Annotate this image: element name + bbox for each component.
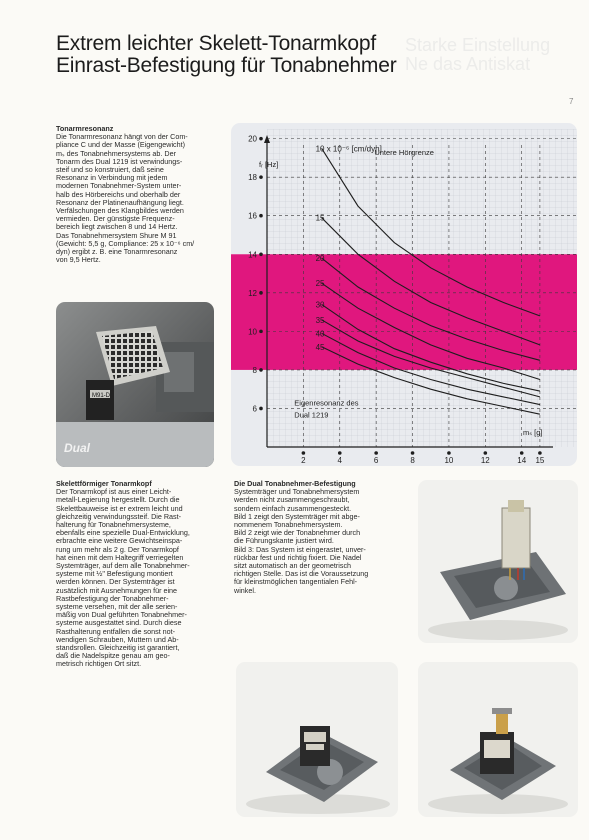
mount-section bbox=[234, 480, 412, 595]
resonance-line: modernen Tonabnehmer-System unter- bbox=[56, 181, 182, 191]
y-tick-label: 6 bbox=[252, 404, 257, 414]
mount-line: für kleinstmöglichen tangentialen Fehl- bbox=[234, 577, 358, 587]
mount-line: werden nicht zusammengeschraubt, bbox=[234, 495, 350, 505]
y-tick-dot bbox=[259, 214, 263, 218]
resonance-line: von 9,5 Hertz. bbox=[56, 255, 101, 265]
resonance-line: pliance C und der Masse (Eigengewicht) bbox=[56, 140, 186, 150]
x-tick-label: 15 bbox=[535, 456, 545, 465]
page-title bbox=[56, 33, 397, 77]
y-tick-dot bbox=[259, 330, 263, 334]
mount-body bbox=[234, 488, 412, 595]
resonance-line: steif und so konstruiert, daß seine bbox=[56, 165, 164, 175]
x-tick-dot bbox=[447, 451, 451, 455]
mount-line: Bild 2 zeigt wie der Tonabnehmer durch bbox=[234, 528, 361, 538]
y-tick-label: 18 bbox=[248, 173, 257, 183]
skeleton-line: wendigen Schrauben, Muttern und Ab- bbox=[56, 634, 179, 644]
y-tick-label: 12 bbox=[248, 288, 257, 298]
resonance-line: mₛ des Tonabnehmersystems ab. Der bbox=[56, 148, 176, 158]
y-tick-dot bbox=[259, 175, 263, 179]
skeleton-line: daß die Nadelspitze genau am geo- bbox=[56, 651, 170, 661]
resonance-line: Die Tonarmresonanz hängt von der Com- bbox=[56, 132, 188, 142]
resonance-line: halb des Hörbereichs und oberhalb der bbox=[56, 189, 181, 199]
y-tick-dot bbox=[259, 291, 263, 295]
y-tick-label: 10 bbox=[248, 327, 257, 337]
x-tick-dot bbox=[484, 451, 488, 455]
x-tick-dot bbox=[374, 451, 378, 455]
skeleton-line: hat einen mit dem Haltegriff verriegelten bbox=[56, 552, 184, 562]
resonance-line: Das Tonabnehmersystem Shure M 91 bbox=[56, 230, 177, 240]
mount-heading: Die Dual Tonabnehmer-Befestigung bbox=[234, 479, 356, 488]
resonance-line: Resonanz in Verbindung mit jedem bbox=[56, 173, 168, 183]
skeleton-heading: Skelettförmiger Tonarmkopf bbox=[56, 479, 152, 488]
y-tick-label: 14 bbox=[248, 250, 257, 260]
x-tick-label: 6 bbox=[373, 456, 379, 465]
curve-label: 35 bbox=[315, 315, 325, 325]
skeleton-line: erbrachte eine weitere Gewichtseinspa- bbox=[56, 536, 183, 546]
carrier-photo-1 bbox=[418, 480, 578, 643]
mount-line: Bild 1 zeigt den Systemträger mit abge- bbox=[234, 511, 360, 521]
resonance-line: bereich liegt zwischen 8 und 14 Hertz. bbox=[56, 222, 178, 232]
y-tick-dot bbox=[259, 252, 263, 256]
y-tick-label: 16 bbox=[248, 211, 257, 221]
y-tick-dot bbox=[259, 137, 263, 141]
carrier-photo-3 bbox=[418, 662, 578, 817]
curve-label: 25 bbox=[315, 279, 325, 289]
y-axis-label: fᵣ [Hz] bbox=[259, 160, 279, 169]
skeleton-line: standsrollen. Gleichzeitig ist garantiert, bbox=[56, 643, 180, 653]
skeleton-body bbox=[56, 488, 231, 668]
x-tick-label: 14 bbox=[517, 456, 527, 465]
y-tick-label: 8 bbox=[252, 365, 257, 375]
skeleton-line: ebenfalls eine spezielle Dual-Entwicklung, bbox=[56, 528, 190, 538]
lower-hearing-limit-label: Untere Hörgrenze bbox=[374, 148, 434, 158]
resonance-line: Resonanz der Platinenaufhängung liegt. bbox=[56, 197, 184, 207]
x-tick-label: 10 bbox=[444, 456, 454, 465]
skeleton-line: systeme ausgestattet sind. Durch diese bbox=[56, 618, 182, 628]
resonance-line: (Gewicht: 5,5 g, Compliance: 25 x 10⁻⁶ cm/ bbox=[56, 238, 195, 248]
skeleton-line: Der Tonarmkopf ist aus einer Leicht- bbox=[56, 487, 172, 497]
x-tick-dot bbox=[538, 451, 542, 455]
resonance-line: Tonarm des Dual 1219 ist verwindungs- bbox=[56, 156, 183, 166]
cartridge-label: M91-D bbox=[92, 393, 111, 399]
carrier-photo-3-illustration bbox=[418, 662, 578, 817]
mount-line: rückbar fest und richtig fixiert. Die Nadel bbox=[234, 552, 362, 562]
skeleton-line: Skelettbauweise ist er extrem leicht und bbox=[56, 503, 183, 513]
curve-label: 45 bbox=[315, 342, 325, 352]
resonance-section bbox=[56, 125, 231, 264]
resonance-body bbox=[56, 133, 231, 264]
skeleton-line: rung um mehr als 2 g. Der Tonarmkopf bbox=[56, 544, 179, 554]
mount-line: winkel. bbox=[234, 585, 256, 595]
skeleton-line: metall-Legierung hergestellt. Durch die bbox=[56, 495, 180, 505]
mount-line: Systemträger und Tonabnehmersystem bbox=[234, 487, 360, 497]
y-tick-label: 20 bbox=[248, 134, 257, 144]
x-tick-dot bbox=[302, 451, 306, 455]
resonance-line: Verfälschungen des Klangbildes werden bbox=[56, 206, 184, 216]
curve-label: 20 bbox=[315, 254, 325, 264]
resonance-chart-svg bbox=[231, 123, 577, 466]
y-tick-dot bbox=[259, 407, 263, 411]
carrier-photo-2-illustration bbox=[236, 662, 398, 817]
show-through-line-2: Ne das Antiskat bbox=[405, 54, 531, 74]
carrier-photo-1-illustration bbox=[418, 480, 578, 643]
mount-line: sondern einfach zusammengesteckt. bbox=[234, 503, 352, 513]
resonance-chart bbox=[231, 123, 577, 466]
x-tick-label: 4 bbox=[337, 456, 343, 465]
x-tick-label: 2 bbox=[301, 456, 306, 465]
carrier-photo-2 bbox=[236, 662, 398, 817]
skeleton-line: metrisch richtigen Ort sitzt. bbox=[56, 659, 142, 669]
show-through-line-1: Starke Einstellung bbox=[405, 35, 551, 55]
resonance-line: dyn) ergibt z. B. eine Tonarmresonanz bbox=[56, 247, 178, 257]
skeleton-line: systeme versehen, mit der alle serien- bbox=[56, 602, 178, 612]
x-tick-label: 12 bbox=[480, 456, 490, 465]
page-number: 7 bbox=[569, 97, 574, 106]
x-axis-label: mₛ [g] bbox=[523, 428, 543, 437]
curve-label: 15 bbox=[315, 213, 325, 223]
mount-line: die Führungskante justiert wird. bbox=[234, 536, 334, 546]
skeleton-line: Systemträger, auf dem alle Tonabnehmer- bbox=[56, 561, 190, 571]
skeleton-section bbox=[56, 480, 231, 669]
eigenresonance-label-line-2: Dual 1219 bbox=[294, 410, 329, 420]
curve-label: 40 bbox=[315, 329, 325, 339]
x-tick-dot bbox=[411, 451, 415, 455]
tonearm-photo-illustration bbox=[56, 302, 214, 467]
skeleton-line: Rastbefestigung der Tonabnehmer- bbox=[56, 593, 169, 603]
mount-line: sitzt automatisch an der geometrisch bbox=[234, 561, 352, 571]
title-line-1: Extrem leichter Skelett-Tonarmkopf bbox=[56, 32, 376, 55]
skeleton-line: zusätzlich mit Ausnehmungen für eine bbox=[56, 585, 178, 595]
skeleton-line: werden können. Der Systemträger ist bbox=[56, 577, 175, 587]
mount-line: Bild 3: Das System ist eingerastet, unver- bbox=[234, 544, 366, 554]
brand-logo: Dual bbox=[64, 441, 91, 455]
skeleton-line: gleichzeitig verwindungssteif. Die Rast- bbox=[56, 511, 182, 521]
resonance-line: vermieden. Der günstigste Frequenz- bbox=[56, 214, 175, 224]
resonance-heading: Tonarmresonanz bbox=[56, 124, 114, 133]
curve-label: 10 x 10⁻⁶ [cm/dyn] bbox=[315, 144, 382, 154]
curve-label: 30 bbox=[315, 300, 325, 310]
x-tick-label: 8 bbox=[410, 456, 415, 465]
y-tick-dot bbox=[259, 368, 263, 372]
eigenresonance-label-line-1: Eigenresonanz des bbox=[294, 398, 359, 408]
skeleton-line: Rasthalterung entfallen die sonst not- bbox=[56, 626, 176, 636]
show-through-text bbox=[405, 36, 550, 74]
tonearm-photo bbox=[56, 302, 214, 467]
skeleton-line: halterung für Tonabnehmersysteme, bbox=[56, 520, 171, 530]
skeleton-line: mäßig von Dual geführten Tonabnehmer- bbox=[56, 610, 187, 620]
x-tick-dot bbox=[338, 451, 342, 455]
title-line-2: Einrast-Befestigung für Tonabnehmer bbox=[56, 54, 397, 77]
skeleton-line: systeme mit ½" Befestigung montiert bbox=[56, 569, 173, 579]
mount-line: nommenem Tonabnehmersystem. bbox=[234, 520, 343, 530]
mount-line: richtigen Stelle. Das ist die Voraussetzung bbox=[234, 569, 369, 579]
x-tick-dot bbox=[520, 451, 524, 455]
